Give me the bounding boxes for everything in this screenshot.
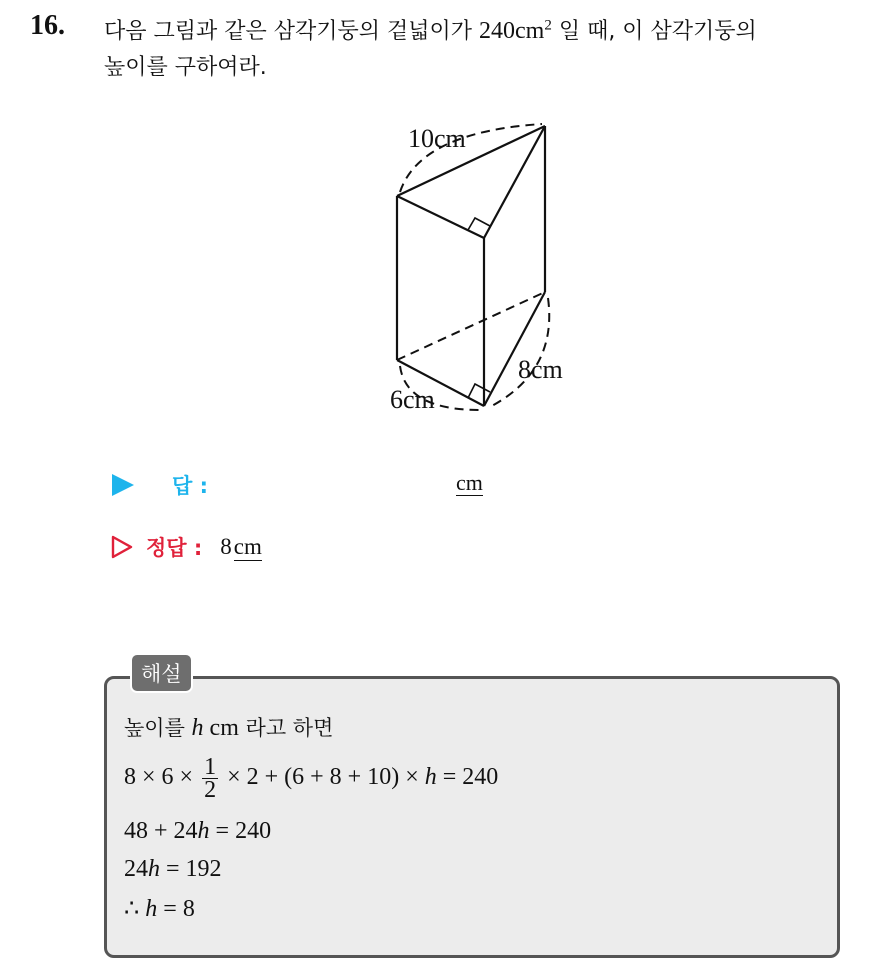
solution-line-1-text: 높이를 — [124, 716, 192, 740]
question-text-b: 일 때, 이 삼각기둥의 — [551, 19, 757, 44]
solution-line-1 — [124, 712, 333, 742]
answer-label: 답 : — [172, 474, 208, 498]
solution-line-5-var: h — [145, 896, 158, 922]
therefore-symbol: ∴ — [124, 896, 146, 922]
solution-line-1-rest: 라고 하면 — [238, 716, 334, 740]
solution-line-3-a: 48 + 24 — [124, 818, 198, 844]
label-6cm: 6cm — [390, 385, 435, 414]
solution-line-4 — [124, 856, 222, 883]
triangular-prism-figure — [380, 110, 590, 420]
solution-line-2 — [124, 756, 498, 801]
solution-line-1-var: h — [191, 715, 204, 741]
correct-answer-number: 8 — [220, 534, 232, 559]
solution-line-3-b: = 240 — [209, 818, 272, 844]
question-line-1 — [104, 14, 757, 45]
solution-line-1-unit: cm — [209, 715, 239, 741]
fraction-one-half — [202, 756, 218, 801]
question-text-a: 다음 그림과 같은 삼각기둥의 겉넓이가 — [104, 19, 479, 44]
correct-answer-row — [110, 532, 262, 562]
answer-unit: cm — [456, 470, 483, 495]
solution-line-2-b: × 2 + (6 + 8 + 10) × — [221, 764, 425, 791]
outline-triangle-icon — [110, 534, 134, 560]
question-line-2: 높이를 구하여라. — [104, 55, 267, 80]
right-angle-marker-bottom — [468, 384, 490, 398]
solution-tag: 해설 — [130, 653, 193, 693]
surface-area-value: 240cm — [479, 18, 545, 44]
play-triangle-icon — [112, 474, 134, 496]
surface-area-exponent: 2 — [544, 17, 552, 34]
solution-line-2-var: h — [424, 764, 437, 791]
label-10cm: 10cm — [408, 124, 466, 153]
fraction-numerator: 1 — [204, 754, 217, 780]
fraction-denominator: 2 — [204, 777, 217, 803]
solution-line-4-b: = 192 — [160, 856, 222, 882]
correct-answer-value — [220, 534, 262, 560]
right-angle-marker-top — [468, 218, 490, 230]
solution-line-3-var: h — [197, 818, 210, 844]
prism-top-long-edge — [484, 126, 545, 238]
question-number: 16. — [30, 10, 65, 41]
solution-line-4-a: 24 — [124, 856, 148, 882]
solution-line-2-c: = 240 — [436, 764, 499, 791]
solution-line-2-a: 8 × 6 × — [124, 764, 200, 791]
prism-top-short-edge — [397, 196, 484, 238]
solution-line-4-var: h — [148, 856, 160, 882]
answer-row — [112, 470, 208, 500]
correct-answer-label: 정답 : — [146, 536, 203, 560]
solution-line-3 — [124, 818, 271, 845]
solution-line-5 — [124, 894, 195, 923]
solution-line-5-b: = 8 — [157, 896, 195, 922]
correct-answer-unit: cm — [233, 534, 262, 559]
prism-hidden-edge — [397, 292, 545, 360]
label-8cm: 8cm — [518, 355, 563, 384]
prism-bottom-side-edge — [484, 292, 545, 406]
